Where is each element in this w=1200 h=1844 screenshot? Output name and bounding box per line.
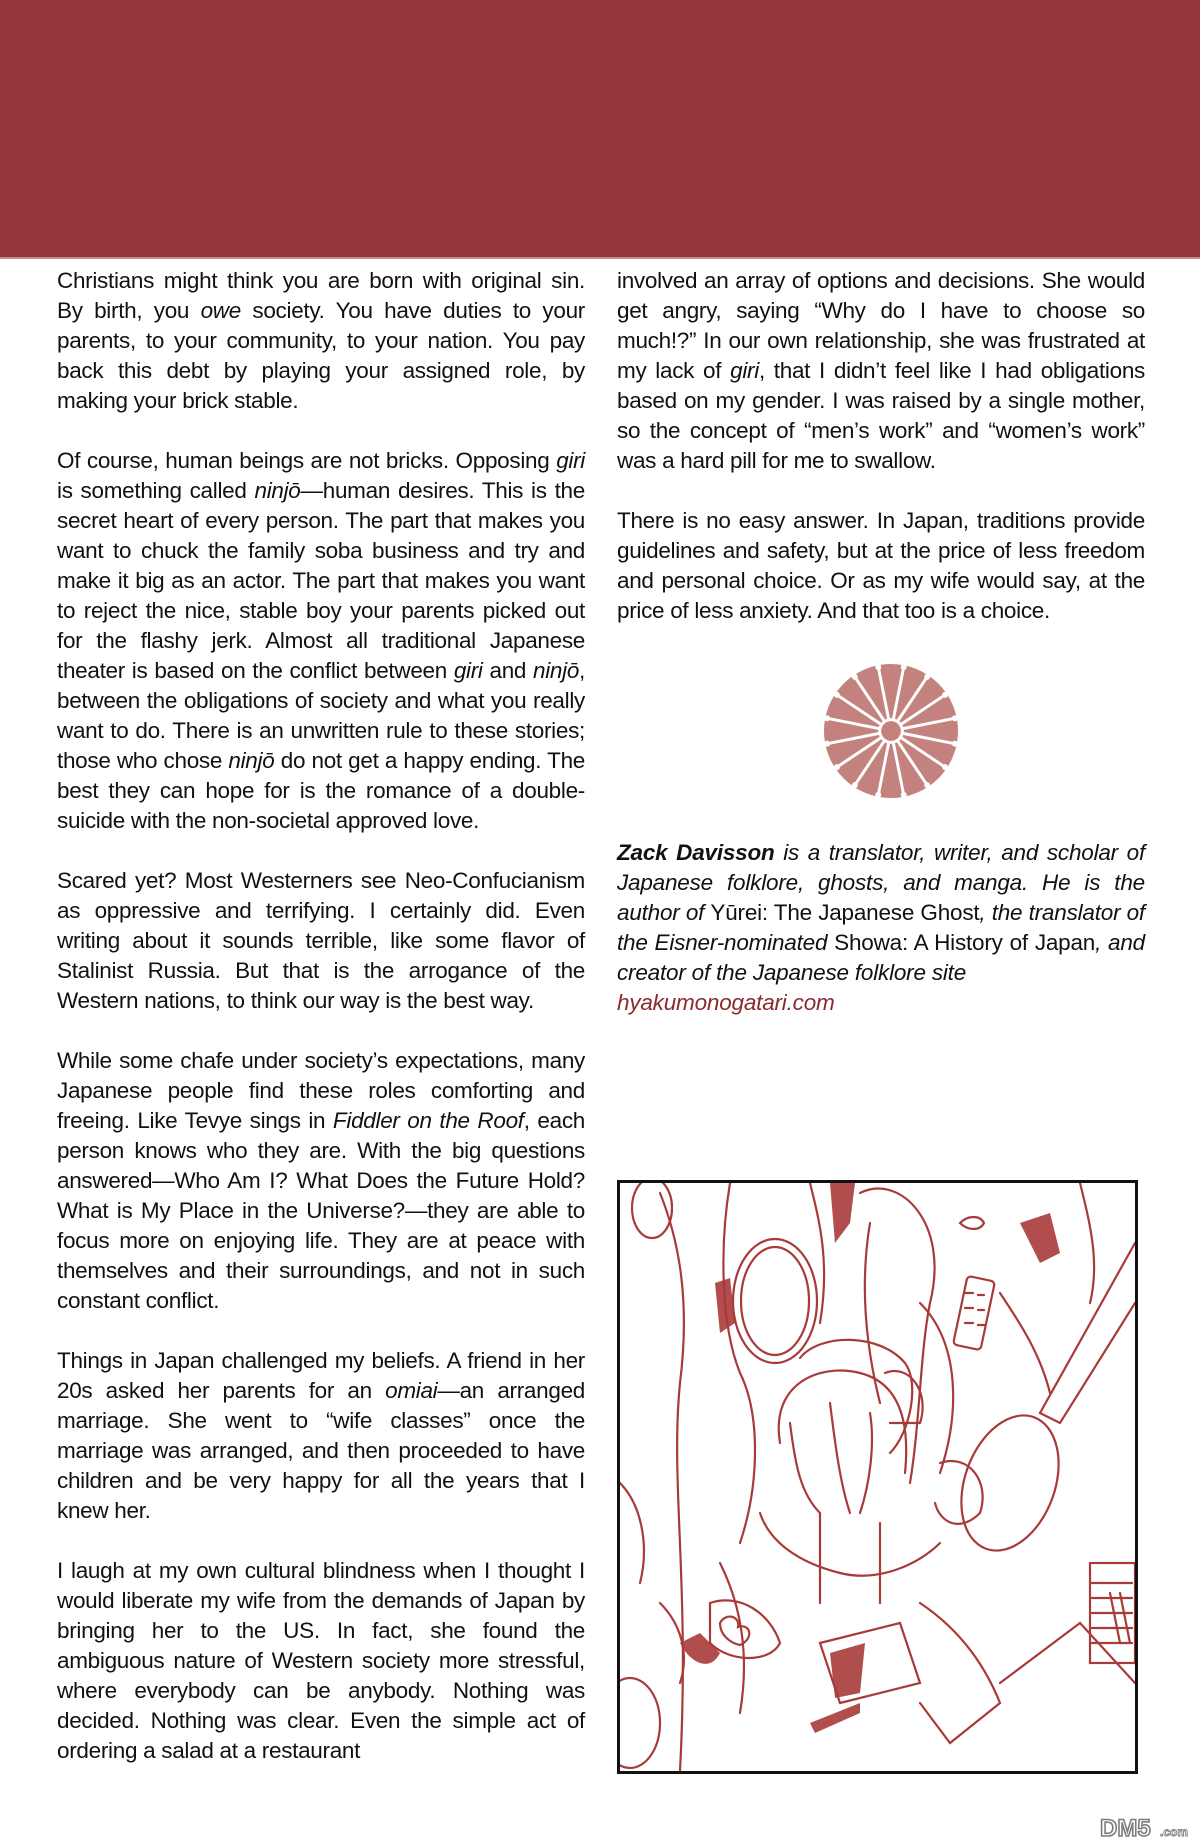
right-paragraph-2: There is no easy answer. In Japan, traditions provide guidelines and safety, but at the price of less freedom and personal choice. Or as my wife would say, at the price of less anxiety. And that too is a choice. (617, 508, 1145, 623)
right-paragraph-1: involved an array of options and decisions. She would get angry, saying “Why do I have to choose so much!?” In our own relationship, she was frustrated at my lack of giri, that I didn’t feel like I had obligations based on my gender. I was raised by a single mother, so the concept of “men’s work” and “women’s work” was a hard pill for me to swallow. (617, 268, 1145, 473)
article-left-column (57, 266, 585, 1766)
author-name: Zack Davisson (617, 840, 775, 865)
left-paragraph-4: While some chafe under society’s expectations, many Japanese people find these roles comforting and freeing. Like Tevye sings in Fiddler on the Roof, each person knows who they are. With the big questions answered—Who Am I? What Does the Future Hold? What is My Place in the Universe?—they are able to focus more on enjoying life. They are at peace with themselves and their surroundings, and not in such constant conflict. (57, 1048, 585, 1313)
italic-term: ninjō (533, 658, 580, 683)
left-paragraph-2: Of course, human beings are not bricks. Opposing giri is something called ninjō—human desires. This is the secret heart of every person. The part that makes you want to chuck the family soba business and try and make it big as an actor. The part that makes you want to reject the nice, stable boy your parents picked out for the flashy jerk. Almost all traditional Japanese theater is based on the conflict between giri and ninjō, between the obligations of society and what you really want to do. There is an unwritten rule to these stories; those who chose ninjō do not get a happy ending. The best they can hope for is the romance of a double-suicide with the non-societal approved love. (57, 448, 585, 833)
book-title-showa: Showa: A History of Japan (834, 930, 1096, 955)
dm5-watermark-logo (1098, 1810, 1198, 1840)
italic-term: owe (200, 298, 241, 323)
left-paragraph-1: Christians might think you are born with original sin. By birth, you owe society. You have duties to your parents, to your community, to your nation. You pay back this debt by playing your assigned role, by making your brick stable. (57, 268, 585, 413)
author-bio: Zack Davisson is a translator, writer, and scholar of Japanese folklore, ghosts, and manga. He is the author of Yūrei: The Japanese Ghost, the translator of the Eisner-nominated Showa: A History of Japan, and creator of the Japanese folklore site hyakumonogatari.com (617, 840, 1145, 1015)
italic-term: omiai (385, 1378, 438, 1403)
book-title-yurei: Yūrei: The Japanese Ghost (710, 900, 980, 925)
italic-term: Fiddler on the Roof (332, 1108, 524, 1133)
illustration-lineart (620, 1183, 1135, 1771)
italic-term: ninjō (254, 478, 301, 503)
manga-illustration-panel (617, 1180, 1138, 1774)
svg-text:.com: .com (1160, 1825, 1189, 1839)
header-band (0, 0, 1200, 257)
italic-term: giri (453, 658, 483, 683)
chrysanthemum-crest-icon (822, 662, 960, 800)
italic-term: ninjō (228, 748, 275, 773)
article-right-column (617, 266, 1145, 626)
left-paragraph-5: Things in Japan challenged my beliefs. A friend in her 20s asked her parents for an omiai—an arranged marriage. She went to “wife classes” once the marriage was arranged, and then proceeded to have children and be very happy for all the years that I knew her. (57, 1348, 585, 1523)
left-paragraph-6: I laugh at my own cultural blindness when I thought I would liberate my wife from the demands of Japan by bringing her to the US. In fact, she found the ambiguous nature of Western society more stressful, where everybody can be anybody. Nothing was decided. Nothing was clear. Even the simple act of ordering a salad at a restaurant (57, 1558, 585, 1763)
svg-text:DM5: DM5 (1100, 1815, 1151, 1840)
website-link[interactable]: hyakumonogatari.com (617, 990, 835, 1015)
left-paragraph-3: Scared yet? Most Westerners see Neo-Confucianism as oppressive and terrifying. I certainly did. Even writing about it sounds terrible, like some flavor of Stalinist Russia. But that is the arrogance of the Western nations, to think our way is the best way. (57, 868, 585, 1013)
italic-term: giri (730, 358, 759, 383)
italic-term: giri (556, 448, 585, 473)
